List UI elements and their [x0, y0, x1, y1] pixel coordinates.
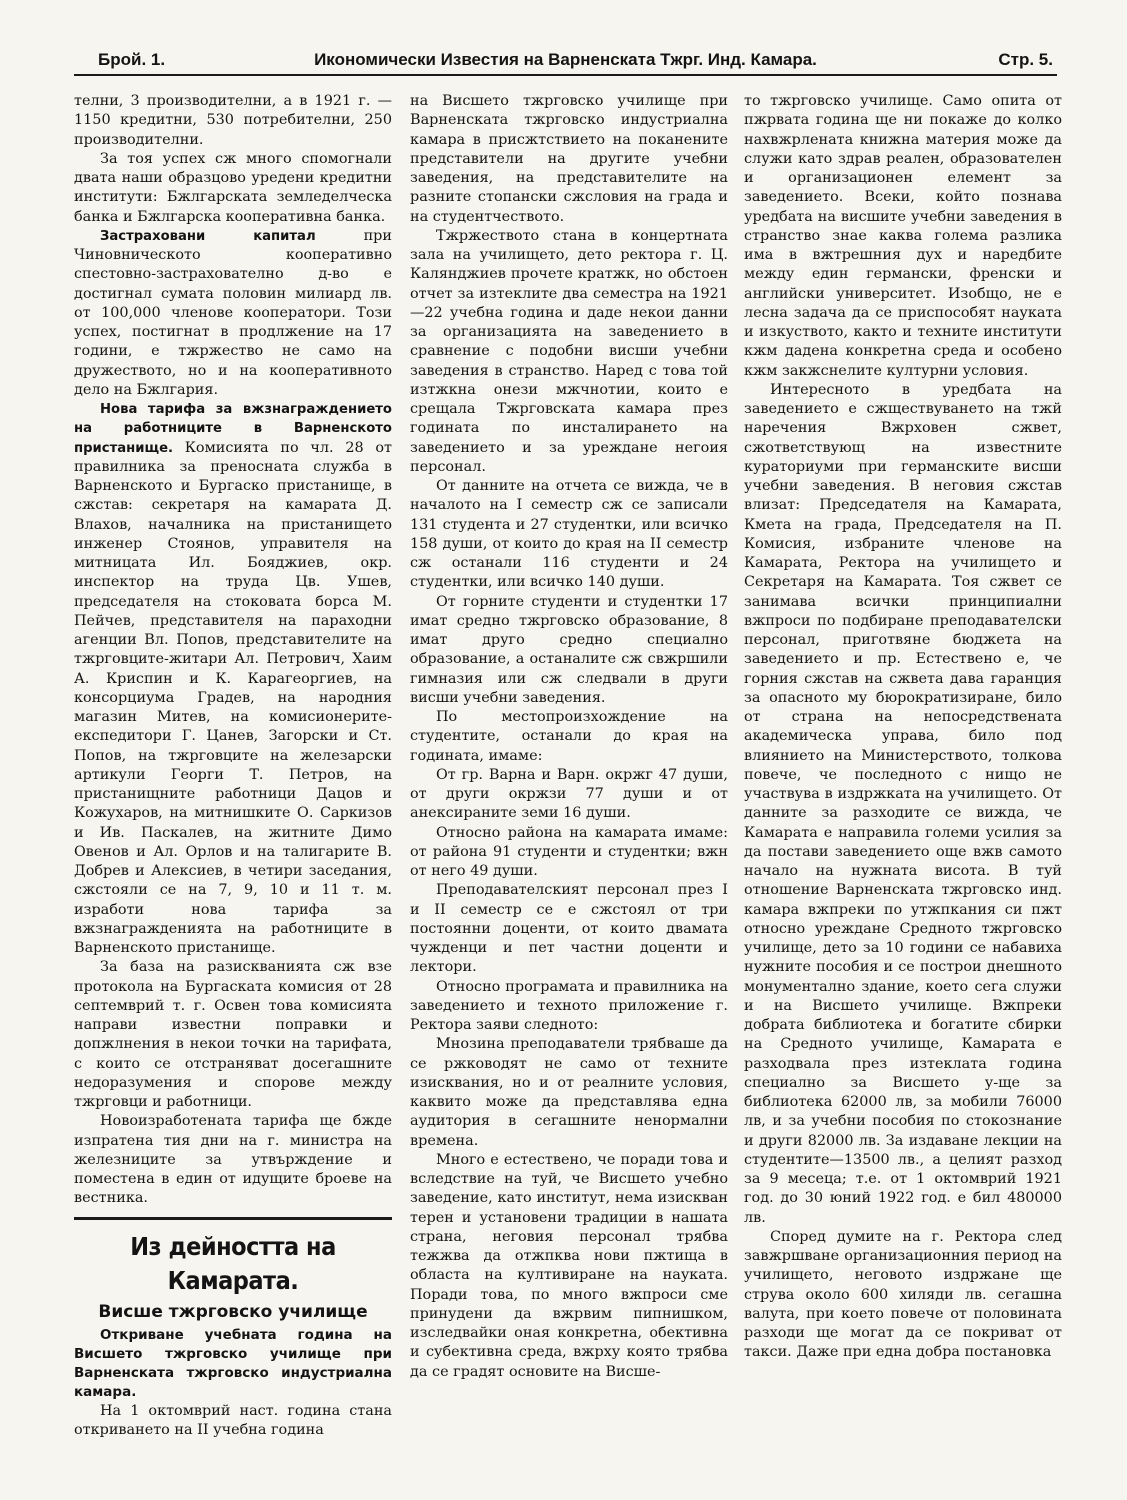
paragraph: От гр. Варна и Варн. окржг 47 души, от други окржзи 77 души и от анексираните земи 16 души. [410, 766, 728, 822]
column-3 [744, 92, 1062, 1484]
paragraph: За тоя успех сж много спомогнали двата наши образцово уредени кредитни институти: Бжлгарската земледелческа банка и Бжлгарска кооперативна банка. [74, 150, 392, 225]
column-2 [410, 92, 728, 1484]
paragraph: Тжржеството стана в концертната зала на училището, дето ректора г. Ц. Калянджиев прочете кратжк, но обстоен отчет за изтеклите два семестра на 1921—22 учебна година и даде некои данни за организацията на заведението в сравнение с подобни висши учебни заведения в странство. Наред с това той изтжкна онези мжчнотии, които е срещала Тжрговската камара през годината по инсталирането на заведението и за уреждане негоия персонал. [410, 227, 728, 475]
paragraph-text: Комисията по чл. 28 от правилника за преносната служба в Варненското и Бургаско пристанище, в сжстав: секретаря на камарата Д. Влахов, началника на пристанището инженер Стоянов, управителя на митницата Ил. Бояджиев, окр. инспектор на труда Цв. Ушев, председателя на стоковата борса М. Пейчев, представителя на параходни агенции Вл. Попов, представителите на тжрговците-житари Ал. Петрович, Хаим А. Криспин и К. Карагеоргиев, на консорциума Градев, на народния магазин Митев, на комисионерите-експедитори Г. Цанев, Загорски и Ст. Попов, на тжрговците на железарски артикули Георги Т. Петров, на пристанищните работници Дацов и Кожухаров, на митнишките О. Саркизов и Ив. Паскалев, на житните Димо Овенов и Ал. Орлов и на талигарите В. Добрев и Алексиев, в четири заседания, сжстояли се на 7, 9, 10 и 11 т. м. изработи нова тарифа за вжзнагражденията на работниците в Варненското пристанище. [74, 439, 392, 956]
paragraph-tariff [74, 400, 392, 958]
publication-title: Икономически Известия на Варненската Тжрг. Инд. Камара. [314, 50, 817, 69]
paragraph: Според думите на г. Ректора след завжршване организационния период на училището, неговото издржане ще струва около 600 хиляди лв. сегашна валута, при което повече от половината разходи ще могат да се покриват от такси. Даже при една добра постановка [744, 1228, 1062, 1361]
paragraph-text: при Чиновническото кооперативно спестовно-застрахователно д-во е достигнал сумата половин милиард лв. от 100,000 членове кооператори. Този успех, постигнат в продлжение на 17 години, е тжржество не само на дружеството, но и на кооперативното дело на Бжлгария. [74, 227, 392, 398]
subsection-title: Висше тжрговско училище [98, 1301, 368, 1322]
paragraph: Преподавателският персонал през I и II семестр се е сжстоял от три постоянни доценти, от които двамата чужденци и пет частни доценти и лектори. [410, 882, 728, 976]
page-number: Стр. 5. [998, 50, 1053, 69]
tariff-heading: Нова тарифа за вжзнаграждението на работниците в Варненското пристанище. [74, 402, 392, 456]
section-divider [74, 1217, 392, 1220]
insurance-heading: Застраховани капитал [100, 228, 316, 244]
article-blurb: Откриване учебната година на Висшето тжрговско училище при Варненската тжрговско индустриална камара. [74, 1326, 392, 1400]
paragraph: На 1 октомврий наст. година стана откриването на II учебна година [74, 1402, 392, 1438]
page-header [74, 48, 1057, 76]
paragraph: Много е естествено, че поради това и вследствие на туй, че Висшето учебно заведение, като институт, нема изискван терен и установени традиции в нашата страна, неговия персонал трябва тежжва да отжпква нови пжтища в областа на култивиране на науката. Поради това, по много вжпроси сме принудени да вжрвим пипнишком, изследвайки оная конкретна, обективна и субективна среда, вжрху която трябва да се градят основите на Висше- [410, 1151, 728, 1380]
paragraph: Относно района на камарата имаме: от района 91 студенти и студентки; вжн от него 49 души. [410, 824, 728, 879]
paragraph: От данните на отчета се вижда, че в началото на I семестр сж се записали 131 студента и 27 студентки, или всичко 158 души, от които до края на II семестр сж останали 116 студенти и 24 студентки, или всичко 140 души. [410, 478, 728, 591]
column-1 [74, 92, 392, 1484]
paragraph: Мнозина преподаватели трябваше да се ржководят не само от техните изисквания, но и от реалните условия, каквито може да представлява една аудитория в сегашните ненормални времена. [410, 1036, 728, 1149]
paragraph: По местопроизхождение на студентите, останали до края на годината, имаме: [410, 709, 728, 764]
paragraph: то тжрговско училище. Само опита от пжрвата година ще ни покаже до колко нахвжрлената книжна материя може да служи като здрав реален, образователен и организационен елемент за заведението. Всеки, който познава уредбата на висшите учебни заведения в странство знае каква голема разлика има в вжтрешния дух и наредбите между един германски, френски и английски университет. Изобщо, не е лесна задача да се приспособят наукатa и изкуството, както и техните институти кжм дадена конкретна среда и особено кжм закжснелите културни условия. [744, 93, 1062, 379]
paragraph: Относно програмата и правилника на заведението и техното приложение г. Ректора заяви следното: [410, 978, 728, 1033]
issue-number: Брой. 1. [98, 50, 166, 69]
paragraph: на Висшето тжрговско училище при Варненската тжрговско индустриална камара в присжтствието на поканените представители на другите учебни заведения, на представителите на разните стопански сжсловия на града и на студентчеството. [410, 93, 728, 225]
section-title: Из дейността на Камарата. [130, 1231, 336, 1295]
paragraph: Новоизработената тарифа ще бжде изпратена тия дни на г. министра на железниците за утвърждение и поместена в един от идущите броеве на вестника. [74, 1113, 392, 1207]
paragraph: Интересното в уредбата на заведението е сжществуването на тжй наречения Вжрховен сжвет, сжответствующ на известните кураториуми при германските висши учебни заведения. В неговия сжстав влизат: Председателя на Камарата, Кмета на града, Председателя на П. Комисия, избраните членове на Камарата, Ректора на училището и Секретаря на Камарата. Тоя сжвет се занимава всички принципиални вжпроси по подбиране преподавателски персонал, приготвяне бюджета на заведението и пр. Естествено е, че горния сжстав на сжвета дава гаранция за опасното му бюрократизиране, било от страна на непосредствената академическа управа, било под влиянието на Министерството, толкова повече, че последното с нищо не участвува в издржката на училището. От данните за разходите се вижда, че Камарата е направила големи усилия за да постави заведението още вжв самото начало на нужната висота. В туй отношение Варненската тжрговско инд. камара вжпреки по утжпкания си пжт относно уреждане Средното тжрговско училище, дето за 10 години се набавиха нужните пособия и се построи днешното монументално здание, което сега служи и на Висшето училище. Вжпреки добрата библиотека и богатите сбирки на Средното училище, Камарата е разходвала през изтеклата година специално за Висшето у-ще за библиотека 62000 лв, за мобили 76000 лв, и за учебни пособия по стокознание и други 82000 лв. За издаване лекции на студентите—13500 лв., а целият разход за 9 месеца; т.е. от 1 октомврий 1921 год. до 30 юний 1922 год. е бил 480000 лв. [744, 381, 1062, 1226]
paragraph: телни, 3 производителни, а в 1921 г. — 1150 кредитни, 530 потребителни, 250 производителни. [74, 93, 392, 148]
paragraph: От горните студенти и студентки 17 имат средно тжрговско образование, 8 имат друго средно специално образование, а останалите сж свжршили гимназия или сж следвали в други висши учебни заведения. [410, 593, 728, 706]
paragraph-insurance [74, 227, 392, 400]
paragraph: За база на разискванията сж взе протокола на Бургаската комисия от 28 септемврий т. г. Освен това комисията направи известни поправки и допжлнения в некои точки на тарифата, с които се отстраняват досегашните недоразумения и спорове между тжрговци и работници. [74, 959, 392, 1110]
